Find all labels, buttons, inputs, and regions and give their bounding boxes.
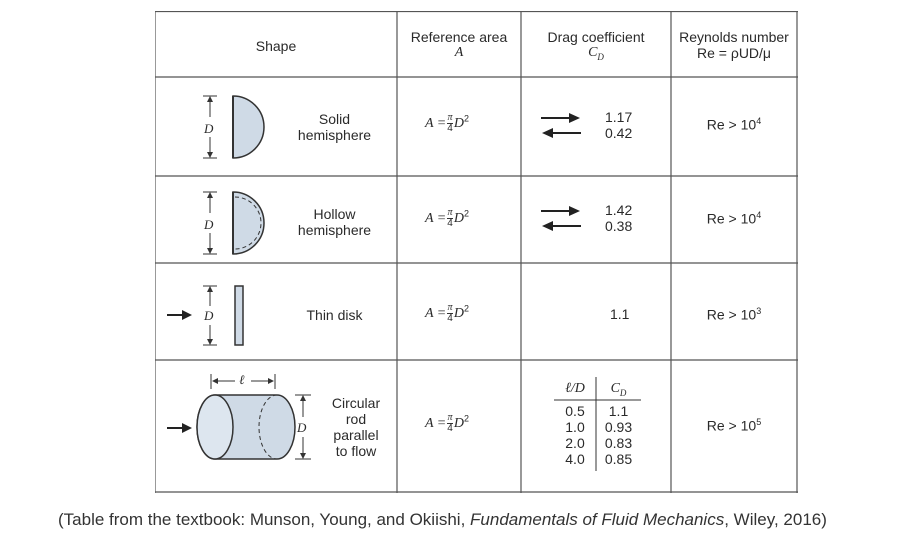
cd-value: 0.83 (604, 435, 633, 451)
header-reference-area-symbol: A (454, 45, 464, 60)
header-shape: Shape (255, 38, 297, 54)
area-fraction (447, 113, 453, 134)
area-fraction (447, 208, 453, 229)
area-exponent: 2 (463, 303, 469, 314)
area-prefix: A = (425, 306, 447, 322)
area-variable: D (453, 306, 464, 322)
drag-coefficient-3 (610, 306, 629, 322)
table-caption (58, 510, 827, 530)
subtable-header-ld: ℓ/D (565, 381, 585, 396)
reynolds-value-4 (671, 417, 797, 434)
reynolds-value-2 (671, 210, 797, 227)
re-exponent: 4 (756, 116, 762, 126)
re-exponent: 5 (756, 417, 762, 427)
drag-coefficient-2 (605, 202, 632, 234)
fraction-denominator: 4 (447, 123, 453, 134)
area-prefix: A = (425, 416, 447, 432)
re-exponent: 4 (756, 210, 762, 220)
area-formula-4 (425, 413, 469, 434)
drag-coefficient-1 (605, 109, 632, 141)
area-formula-2 (425, 208, 469, 229)
re-exponent: 3 (756, 306, 762, 316)
re-base: Re > 10 (706, 210, 757, 227)
area-formula-1 (425, 113, 469, 134)
shape-label-line: Hollow (313, 206, 356, 222)
ld-value: 0.5 (565, 403, 585, 419)
area-variable: D (453, 211, 464, 227)
re-base: Re > 10 (706, 116, 757, 133)
fraction-denominator: 4 (447, 423, 453, 434)
cd-value: 0.38 (605, 218, 633, 234)
shape-label-line: to flow (335, 443, 377, 459)
header-reynolds-formula: Re = ρUD/μ (697, 45, 771, 61)
re-base: Re > 10 (706, 306, 757, 323)
dimension-label-d-4: D (297, 420, 307, 435)
flow-direction-arrows-2 (541, 206, 581, 231)
subtable-ld-column (554, 403, 596, 467)
dimension-label-d-3: D (204, 308, 214, 323)
header-reference-area (397, 29, 521, 61)
fraction-denominator: 4 (447, 313, 453, 324)
header-reynolds-number (671, 29, 797, 61)
header-drag-coefficient (521, 29, 671, 65)
cd-value: 0.42 (605, 125, 633, 141)
area-prefix: A = (425, 116, 447, 132)
shape-label-line: hemisphere (297, 127, 372, 143)
area-variable: D (453, 416, 464, 432)
header-drag-coefficient-label: Drag coefficient (547, 29, 645, 45)
fraction-numerator: π (447, 302, 453, 313)
area-fraction (447, 413, 453, 434)
cd-value: 1.42 (605, 202, 633, 218)
ld-value: 1.0 (565, 419, 585, 435)
caption-book-title: Fundamentals of Fluid Mechanics (470, 510, 725, 529)
reynolds-value-3 (671, 306, 797, 323)
shape-label-circular-rod (318, 395, 394, 459)
area-exponent: 2 (463, 113, 469, 124)
area-variable: D (453, 116, 464, 132)
caption-suffix: , Wiley, 2016) (724, 510, 827, 529)
shape-label-thin-disk (287, 307, 382, 323)
shape-label-line: Thin disk (306, 307, 363, 323)
header-drag-coefficient-symbol: $C_D$ (588, 45, 604, 62)
dimension-label-length: ℓ (239, 372, 245, 387)
area-formula-3 (425, 303, 469, 324)
shape-label-solid-hemisphere (287, 111, 382, 143)
fraction-numerator: π (447, 112, 453, 123)
header-reference-area-label: Reference area (410, 29, 508, 45)
area-exponent: 2 (463, 413, 469, 424)
caption-prefix: (Table from the textbook: Munson, Young, and Okiishi, (58, 510, 471, 529)
ld-value: 4.0 (565, 451, 585, 467)
fraction-denominator: 4 (447, 218, 453, 229)
dimension-label-d-2: D (204, 217, 214, 232)
shape-label-line: hemisphere (297, 222, 372, 238)
shape-label-line: rod (345, 411, 367, 427)
subtable-header-cd: $C_D$ (610, 381, 627, 398)
ld-value: 2.0 (565, 435, 585, 451)
shape-label-line: parallel (333, 427, 379, 443)
header-reynolds-label: Reynolds number (679, 29, 789, 45)
shape-label-line: Solid (318, 111, 351, 127)
cd-value: 1.17 (605, 109, 633, 125)
cd-value: 0.85 (604, 451, 633, 467)
drag-coefficient-table (155, 11, 798, 493)
fraction-numerator: π (447, 207, 453, 218)
shape-label-line: Circular (331, 395, 381, 411)
fraction-numerator: π (447, 412, 453, 423)
rod-subtable (554, 381, 644, 481)
cd-value: 1.1 (610, 306, 630, 322)
dimension-label-d-1: D (204, 121, 214, 136)
re-base: Re > 10 (706, 417, 757, 434)
reynolds-value-1 (671, 116, 797, 133)
shape-label-hollow-hemisphere (287, 206, 382, 238)
flow-direction-arrows-1 (541, 113, 581, 138)
cd-value: 1.1 (608, 403, 629, 419)
subtable-cd-column (596, 403, 641, 467)
area-fraction (447, 303, 453, 324)
area-prefix: A = (425, 211, 447, 227)
cd-value: 0.93 (604, 419, 633, 435)
area-exponent: 2 (463, 208, 469, 219)
